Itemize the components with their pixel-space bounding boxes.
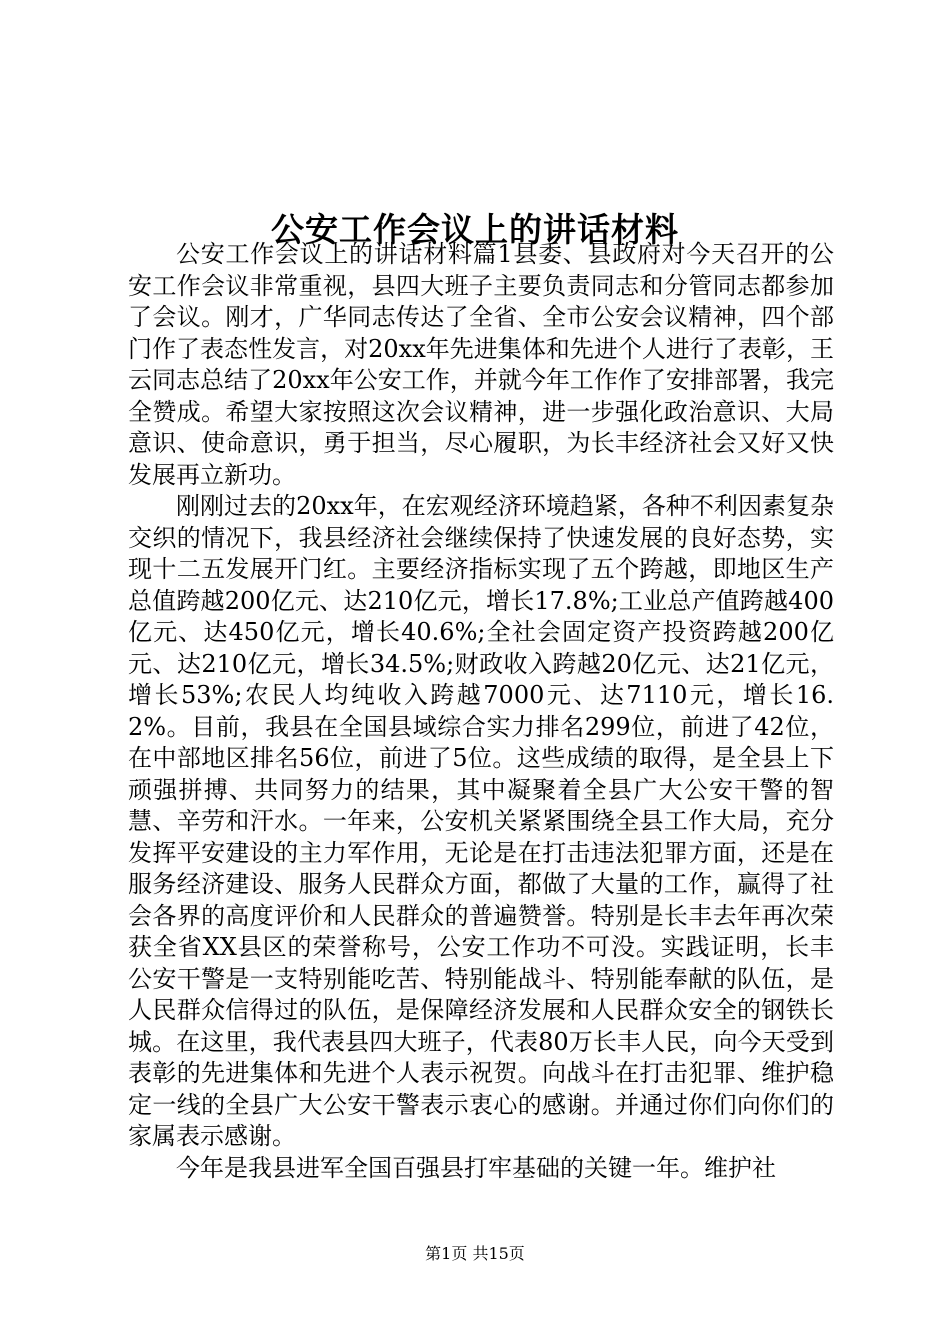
paragraph: 公安工作会议上的讲话材料篇1县委、县政府对今天召开的公安工作会议非常重视，县四大班子主要负责同志和分管同志都参加了会议。刚才，广华同志传达了全省、全市公安会议精神，四个部门作了表态性发言，对20xx年先进集体和先进个人进行了表彰，王云同志总结了20xx年公安工作，并就今年工作作了安排部署，我完全赞成。希望大家按照这次会议精神，进一步强化政治意识、大局意识、使命意识，勇于担当，尽心履职，为长丰经济社会又好又快发展再立新功。 (128, 240, 834, 489)
page-title: 公安工作会议上的讲话材料 (271, 210, 679, 250)
document-body (128, 239, 834, 1184)
paragraph: 刚刚过去的20xx年，在宏观经济环境趋紧，各种不利因素复杂交织的情况下，我县经济社会继续保持了快速发展的良好态势，实现十二五发展开门红。主要经济指标实现了五个跨越，即地区生产总值跨越200亿元、达210亿元，增长17.8%;工业总产值跨越400亿元、达450亿元，增长40.6%;全社会固定资产投资跨越200亿元、达210亿元，增长34.5%;财政收入跨越20亿元、达21亿元，增长53%;农民人均纯收入跨越7000元、达7110元，增长16.2%。目前，我县在全国县域综合实力排名299位，前进了42位，在中部地区排名56位，前进了5位。这些成绩的取得，是全县上下顽强拼搏、共同努力的结果，其中凝聚着全县广大公安干警的智慧、辛劳和汗水。一年来，公安机关紧紧围绕全县工作大局，充分发挥平安建设的主力军作用，无论是在打击违法犯罪方面，还是在服务经济建设、服务人民群众方面，都做了大量的工作，赢得了社会各界的高度评价和人民群众的普遍赞誉。特别是长丰去年再次荣获全省XX县区的荣誉称号，公安工作功不可没。实践证明，长丰公安干警是一支特别能吃苦、特别能战斗、特别能奉献的队伍，是人民群众信得过的队伍，是保障经济发展和人民群众安全的钢铁长城。在这里，我代表县四大班子，代表80万长丰人民，向今天受到表彰的先进集体和先进个人表示祝贺。向战斗在打击犯罪、维护稳定一线的全县广大公安干警表示衷心的感谢。并通过你们向你们的家属表示感谢。 (128, 492, 834, 1150)
page-number-footer: 第1页 共15页 (425, 1244, 525, 1263)
paragraph: 今年是我县进军全国百强县打牢基础的关键一年。维护社 (176, 1153, 776, 1182)
